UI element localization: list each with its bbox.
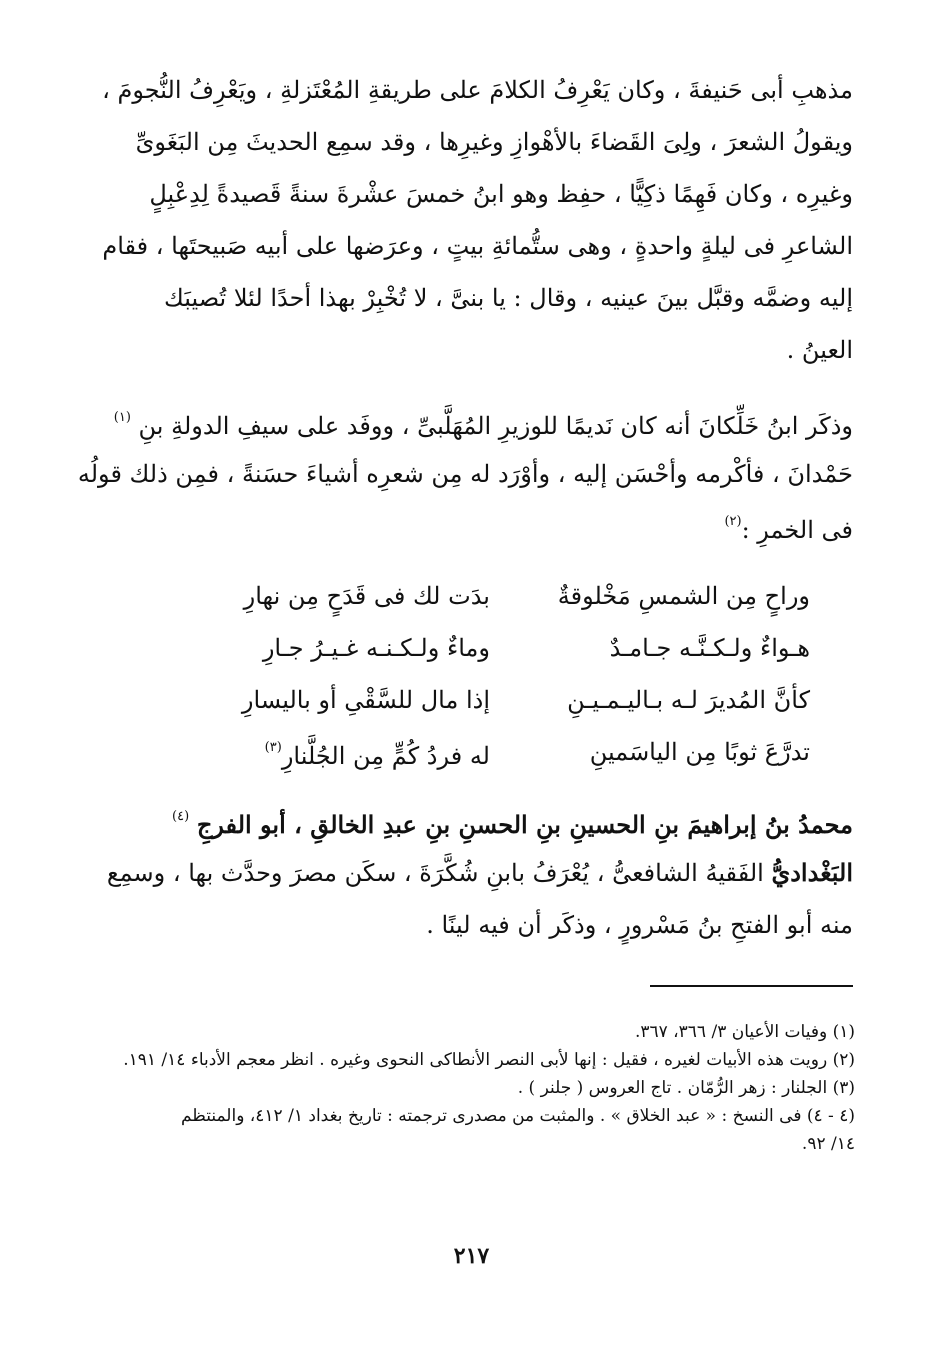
footnote: (٢) رويت هذه الأبيات لغيره ، فقيل : إنها لأبى النصر الأنطاكى النحوى وغيره . انظر معجم الأدباء ١٤/ ١٩١. xyxy=(123,1050,855,1070)
verse-first-hemistich: وراحٍ مِن الشمسِ مَخْلوقةٌ xyxy=(557,582,810,610)
verse-first-hemistich: تدرَّعَ ثوبًا مِن الياسَمينِ xyxy=(589,738,810,766)
verse-first-hemistich: كأنَّ المُديرَ لـه بـاليـمـيـنِ xyxy=(567,686,810,714)
footnote: ١٤/ ٩٢. xyxy=(801,1134,855,1154)
text-line: العينُ . xyxy=(786,336,853,364)
paragraph-2 xyxy=(77,396,853,552)
text-line-main: فى الخمرِ : xyxy=(741,516,853,544)
footnote-divider xyxy=(650,985,853,987)
footnote: (١) وفيات الأعيان ٣/ ٣٦٦، ٣٦٧. xyxy=(634,1022,855,1042)
text-line: الشاعرِ فى ليلةٍ واحدةٍ ، وهى ستُّمائةِ بيتٍ ، وعرَضها على أبيه صَبيحتَها ، فقام xyxy=(102,232,853,260)
verse-first-hemistich: هـواءٌ ولـكـنَّـه جـامـدٌ xyxy=(609,634,810,662)
verse-second-hemistich: بدَت لك فى قَدَحٍ مِن نهارِ xyxy=(243,582,490,610)
footnote: (٣) الجلنار : زهر الرُّمّان . تاج العروس ( جلنر ) . xyxy=(517,1078,855,1098)
verse-line xyxy=(150,622,810,674)
text-line xyxy=(138,795,853,847)
text-line: منه أبو الفتحِ بنُ مَسْرورٍ ، وذكَر أن فيه لينًا . xyxy=(426,911,853,939)
verse-second-hemistich xyxy=(190,726,490,782)
text-line-main: وذكَر ابنُ خَلِّكانَ أنه كان نَديمًا للوزيرِ المُهَلَّبىِّ ، ووفَد على سيفِ الدولةِ بنِ xyxy=(138,412,853,440)
verse-second-hemistich: وماءٌ ولـكـنـه غـيـرُ جـارِ xyxy=(262,634,490,662)
verse-line xyxy=(150,726,810,778)
text-line: إليه وضمَّه وقبَّل بينَ عينيه ، وقال : يا بنىَّ ، لا تُخْبِرْ بهذا أحدًا لئلا تُصيبَك xyxy=(164,284,853,312)
entry-heading: محمدُ بنُ إبراهيمَ بنِ الحسينِ بنِ الحسنِ بنِ عبدِ الخالقِ ، أبو الفرجِ xyxy=(196,810,853,839)
footnote-marker: (١) xyxy=(113,410,131,425)
text-line xyxy=(138,500,853,552)
text-line xyxy=(113,396,853,448)
poem xyxy=(150,570,810,778)
entry-heading-nisba: البَغْداديُّ xyxy=(771,858,853,887)
footnote: (٤ - ٤) فى النسخ : « عبد الخلاق » . والمثبت من مصدرى ترجمته : تاريخ بغداد ١/ ٤١٢، والمنتظم xyxy=(180,1106,855,1126)
verse-line xyxy=(150,570,810,622)
footnote-marker: (٤) xyxy=(172,809,190,824)
hemistich-text: له فردُ كُمٍّ مِن الجُلَّنارِ xyxy=(281,742,490,770)
footnote-marker: (٢) xyxy=(724,514,742,529)
verse-second-hemistich: إذا مال للسَّقْىِ أو باليسارِ xyxy=(241,686,490,714)
page-number: ٢١٧ xyxy=(453,1243,490,1269)
text-line: حَمْدانَ ، فأكْرمه وأحْسَن إليه ، وأوْرَد له مِن شعرِه أشياءَ حسَنةً ، فمِن ذلك قولُه xyxy=(77,460,853,488)
text-line: وغيرِه ، وكان فَهِمًا ذكِيًّا ، حفِظ وهو ابنُ خمسَ عشْرةَ سنةً قَصيدةً لِدِعْبِلٍ xyxy=(149,180,853,208)
footnotes xyxy=(123,1018,855,1158)
footnote-marker: (٣) xyxy=(264,740,282,755)
text-line: مذهبِ أبى حَنيفةَ ، وكان يَعْرِفُ الكلامَ على طريقةِ المُعْتَزلةِ ، ويَعْرِفُ النُّجومَ ، xyxy=(102,76,853,104)
paragraph-3 xyxy=(106,795,853,951)
text-line xyxy=(106,847,853,899)
text-line-rest: الفَقيهُ الشافعىُّ ، يُعْرَفُ بابنِ شُكَّرَةَ ، سكَن مصرَ وحدَّث بها ، وسمِع xyxy=(106,859,772,887)
verse-line xyxy=(150,674,810,726)
paragraph-1 xyxy=(102,64,853,376)
text-line: ويقولُ الشعرَ ، ولِىَ القَضاءَ بالأهْوازِ وغيرِها ، وقد سمِع الحديثَ مِن البَغَوىِّ xyxy=(135,128,853,156)
